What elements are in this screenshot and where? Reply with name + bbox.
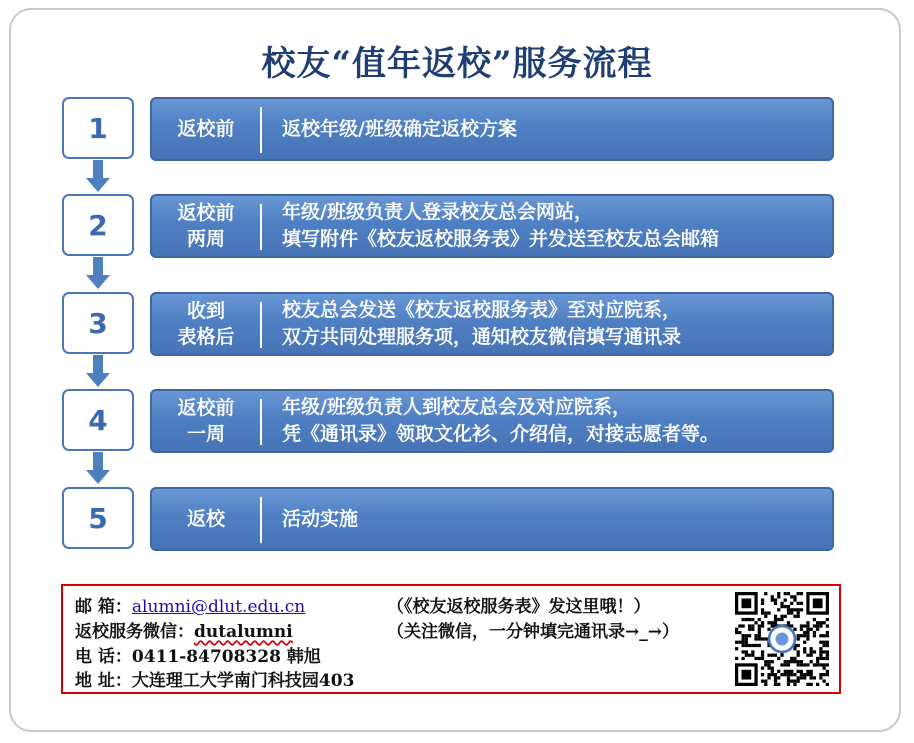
step-stage [152, 489, 260, 549]
desc-line: 校友总会发送《校友返校服务表》至对应院系， [282, 299, 682, 321]
step-number-2: 2 [62, 194, 134, 256]
contact-info-box [61, 584, 841, 694]
step-number-3: 3 [62, 292, 134, 354]
desc-line: 双方共同处理服务项，通知校友微信填写通讯录 [282, 326, 682, 348]
step-description [282, 196, 824, 256]
stage-line: 返校前 [177, 118, 235, 140]
wechat-row [75, 617, 293, 642]
separator [260, 302, 262, 348]
email-note: （《校友返校服务表》发这里哦！） [387, 597, 651, 617]
stage-line: 收到 [186, 300, 225, 322]
separator [260, 107, 262, 153]
down-arrow-icon [86, 452, 110, 486]
step-bar-4 [150, 389, 834, 453]
stage-line: 返校前 [177, 397, 235, 419]
step-number-1: 1 [62, 97, 134, 159]
separator [260, 204, 262, 250]
desc-line: 填写附件《校友返校服务表》并发送至校友总会邮箱 [282, 228, 720, 250]
down-arrow-icon [86, 257, 110, 291]
desc-line: 凭《通讯录》领取文化衫、介绍信，对接志愿者等。 [282, 423, 720, 445]
address-row [75, 666, 354, 691]
stage-line: 返校前 [177, 202, 235, 224]
step-number-4: 4 [62, 389, 134, 451]
step-stage [152, 99, 260, 159]
stage-line: 两周 [186, 228, 225, 250]
step-description [282, 294, 824, 354]
phone-row [75, 642, 321, 667]
page-title: 校友“值年返校”服务流程 [261, 44, 653, 84]
down-arrow-icon [86, 160, 110, 194]
stage-line: 一周 [186, 423, 225, 445]
wechat-note: （关注微信，一分钟填完通讯录→_→） [387, 622, 679, 642]
step-description [282, 489, 824, 549]
step-stage [152, 196, 260, 256]
step-stage [152, 294, 260, 354]
email-link[interactable]: alumni@dlut.edu.cn [131, 597, 306, 617]
stage-line: 返校 [186, 508, 225, 530]
step-description [282, 99, 824, 159]
step-description [282, 391, 824, 451]
separator [260, 497, 262, 543]
desc-line: 活动实施 [282, 507, 359, 530]
step-bar-2 [150, 194, 834, 258]
desc-line: 年级/班级负责人登录校友总会网站， [282, 201, 593, 223]
email-row [75, 592, 305, 617]
address-label: 地 址： [75, 671, 132, 691]
wechat-id: dutalumni [194, 622, 293, 642]
desc-line: 年级/班级负责人到校友总会及对应院系， [282, 396, 631, 418]
desc-line: 返校年级/班级确定返校方案 [282, 117, 517, 140]
qr-code-icon[interactable] [735, 592, 829, 686]
address-value: 大连理工大学南门科技园403 [131, 671, 355, 691]
step-stage [152, 391, 260, 451]
step-bar-5 [150, 487, 834, 551]
stage-line: 表格后 [177, 326, 235, 348]
wechat-label: 返校服务微信： [75, 622, 194, 642]
step-number-5: 5 [62, 487, 134, 549]
phone-label: 电 话： [75, 647, 132, 667]
phone-value: 0411-84708328 韩旭 [131, 647, 321, 667]
step-bar-3 [150, 292, 834, 356]
separator [260, 399, 262, 445]
step-bar-1 [150, 97, 834, 161]
down-arrow-icon [86, 355, 110, 389]
email-label: 邮 箱： [75, 597, 132, 617]
